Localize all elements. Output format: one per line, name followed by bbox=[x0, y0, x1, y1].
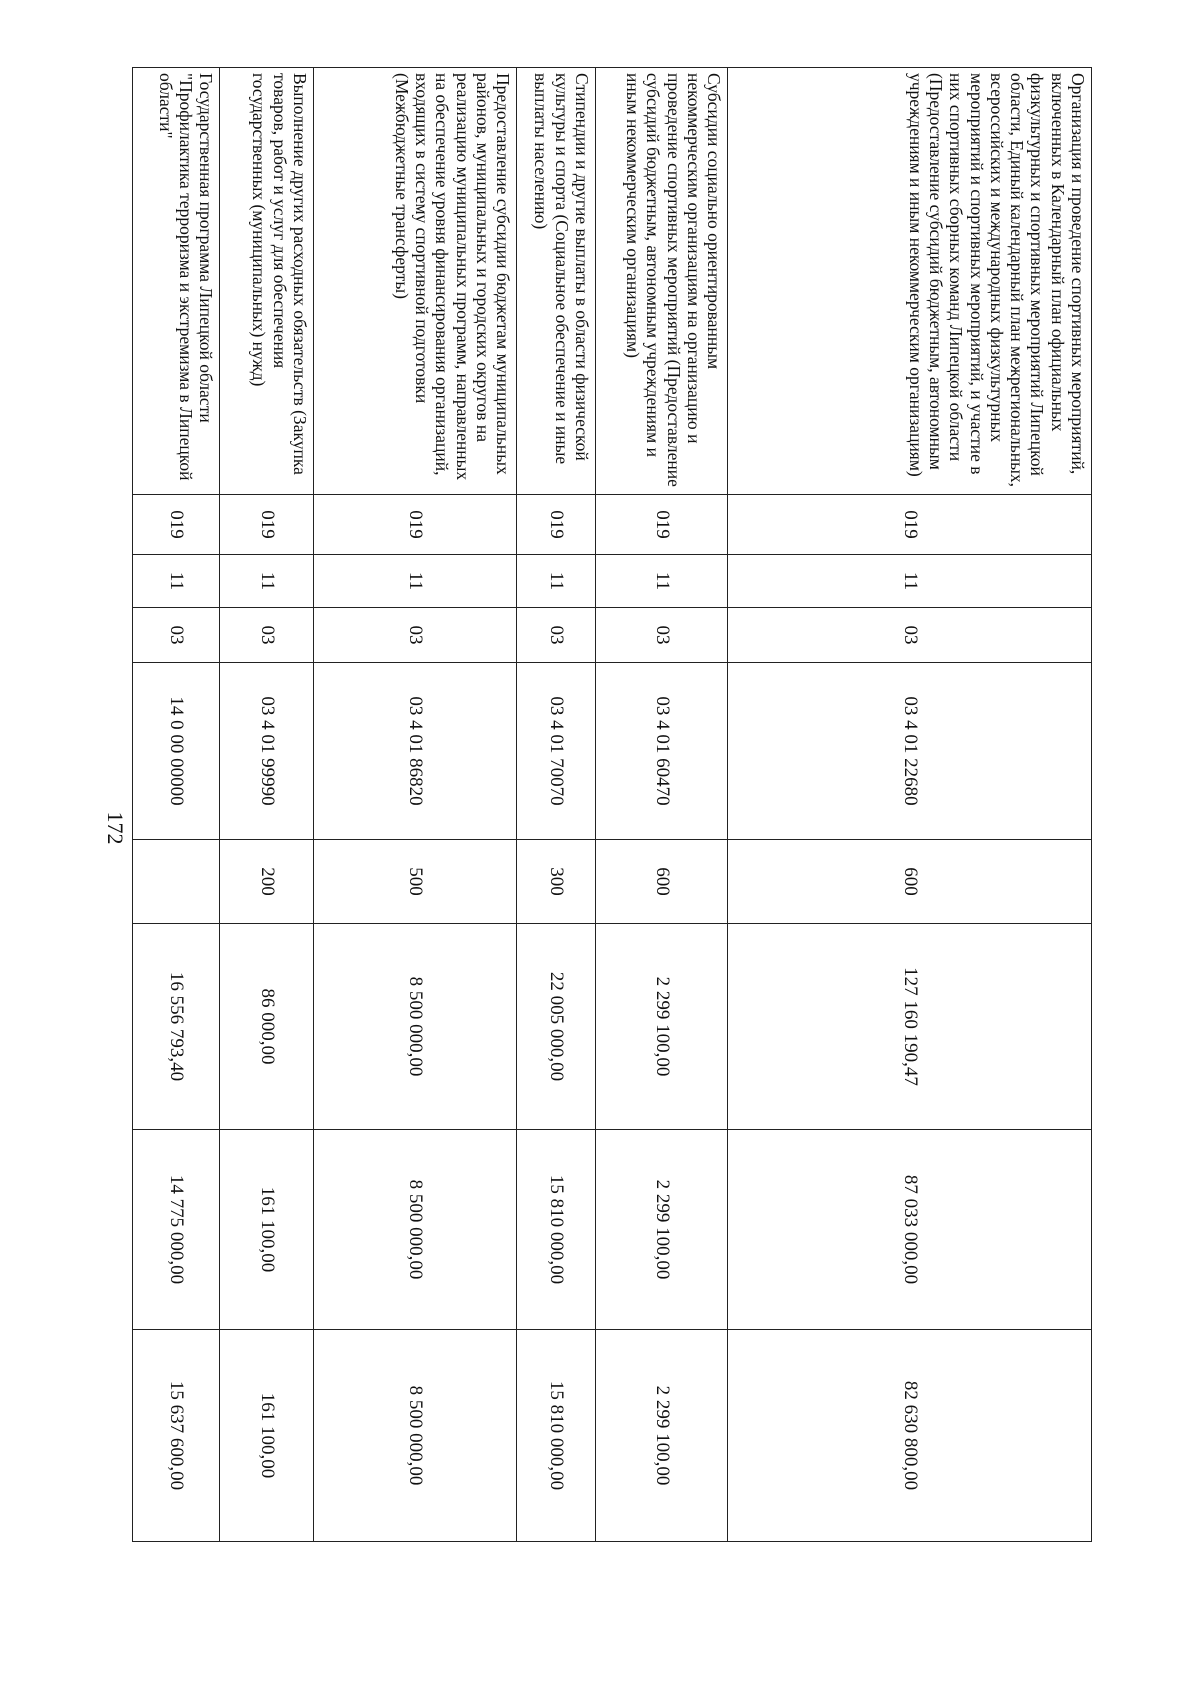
amount-year-2: 2 299 100,00 bbox=[595, 1130, 727, 1330]
amount-year-3: 161 100,00 bbox=[220, 1330, 314, 1542]
table-row bbox=[595, 68, 727, 1542]
target-article-code: 03 4 01 60470 bbox=[595, 663, 727, 840]
target-article-code: 03 4 01 22680 bbox=[728, 663, 1092, 840]
target-article-code: 03 4 01 70070 bbox=[517, 663, 596, 840]
row-description: Выполнение других расходных обязательств (Закупка товаров, работ и услуг для обеспечения государственных (муниципальных) нужд) bbox=[220, 68, 314, 495]
expense-type-code: 200 bbox=[220, 840, 314, 924]
grbs-code: 019 bbox=[133, 495, 220, 555]
subsection-code: 03 bbox=[595, 608, 727, 663]
amount-year-1: 8 500 000,00 bbox=[313, 924, 516, 1130]
amount-year-1: 22 005 000,00 bbox=[517, 924, 596, 1130]
section-code: 11 bbox=[313, 555, 516, 608]
row-description: Предоставление субсидии бюджетам муниципальных районов, муниципальных и городских округов на реализацию муниципальных программ, направленных на обеспечение уровня финансирования организаций, входящих в систему спортивной подготовки (Межбюджетные трансферты) bbox=[313, 68, 516, 495]
section-code: 11 bbox=[517, 555, 596, 608]
section-code: 11 bbox=[133, 555, 220, 608]
amount-year-3: 15 637 600,00 bbox=[133, 1330, 220, 1542]
row-description: Субсидии социально ориентированным некоммерческим организациям на организацию и проведение спортивных мероприятий (Предоставление субсидий бюджетным, автономным учреждениям и иным некоммерческим организациям) bbox=[595, 68, 727, 495]
budget-table-sheet bbox=[132, 67, 1092, 1541]
section-code: 11 bbox=[728, 555, 1092, 608]
row-description: Стипендии и другие выплаты в области физической культуры и спорта (Социальное обеспечение и иные выплаты населению) bbox=[517, 68, 596, 495]
amount-year-3: 82 630 800,00 bbox=[728, 1330, 1092, 1542]
row-description: Организация и проведение спортивных мероприятий, включенных в Календарный план официальных физкультурных и спортивных мероприятий Липецкой области, Единый календарный план межрегиональных, всероссийских и международных физкультурных мероприятий и спортивных мероприятий, и участие в них спортивных сборных команд Липецкой области (Предоставление субсидий бюджетным, автономным учреждениям и иным некоммерческим организациям) bbox=[728, 68, 1092, 495]
subsection-code: 03 bbox=[728, 608, 1092, 663]
amount-year-3: 15 810 000,00 bbox=[517, 1330, 596, 1542]
amount-year-1: 2 299 100,00 bbox=[595, 924, 727, 1130]
amount-year-1: 16 556 793,40 bbox=[133, 924, 220, 1130]
expense-type-code bbox=[133, 840, 220, 924]
table-body bbox=[133, 68, 1092, 1542]
amount-year-2: 8 500 000,00 bbox=[313, 1130, 516, 1330]
amount-year-2: 161 100,00 bbox=[220, 1130, 314, 1330]
table-row bbox=[728, 68, 1092, 1542]
amount-year-1: 127 160 190,47 bbox=[728, 924, 1092, 1130]
table-row bbox=[313, 68, 516, 1542]
subsection-code: 03 bbox=[133, 608, 220, 663]
grbs-code: 019 bbox=[220, 495, 314, 555]
grbs-code: 019 bbox=[595, 495, 727, 555]
amount-year-3: 2 299 100,00 bbox=[595, 1330, 727, 1542]
grbs-code: 019 bbox=[728, 495, 1092, 555]
grbs-code: 019 bbox=[517, 495, 596, 555]
table-row bbox=[220, 68, 314, 1542]
grbs-code: 019 bbox=[313, 495, 516, 555]
amount-year-2: 14 775 000,00 bbox=[133, 1130, 220, 1330]
subsection-code: 03 bbox=[313, 608, 516, 663]
subsection-code: 03 bbox=[517, 608, 596, 663]
target-article-code: 03 4 01 86820 bbox=[313, 663, 516, 840]
budget-table bbox=[132, 67, 1092, 1542]
expense-type-code: 300 bbox=[517, 840, 596, 924]
expense-type-code: 600 bbox=[595, 840, 727, 924]
table-row bbox=[133, 68, 220, 1542]
amount-year-3: 8 500 000,00 bbox=[313, 1330, 516, 1542]
target-article-code: 03 4 01 99990 bbox=[220, 663, 314, 840]
section-code: 11 bbox=[220, 555, 314, 608]
table-row bbox=[517, 68, 596, 1542]
subsection-code: 03 bbox=[220, 608, 314, 663]
expense-type-code: 500 bbox=[313, 840, 516, 924]
expense-type-code: 600 bbox=[728, 840, 1092, 924]
row-description: Государственная программа Липецкой области "Профилактика терроризма и экстремизма в Липецкой области" bbox=[133, 68, 220, 495]
amount-year-1: 86 000,00 bbox=[220, 924, 314, 1130]
amount-year-2: 87 033 000,00 bbox=[728, 1130, 1092, 1330]
target-article-code: 14 0 00 00000 bbox=[133, 663, 220, 840]
page-number: 172 bbox=[103, 811, 128, 845]
amount-year-2: 15 810 000,00 bbox=[517, 1130, 596, 1330]
section-code: 11 bbox=[595, 555, 727, 608]
